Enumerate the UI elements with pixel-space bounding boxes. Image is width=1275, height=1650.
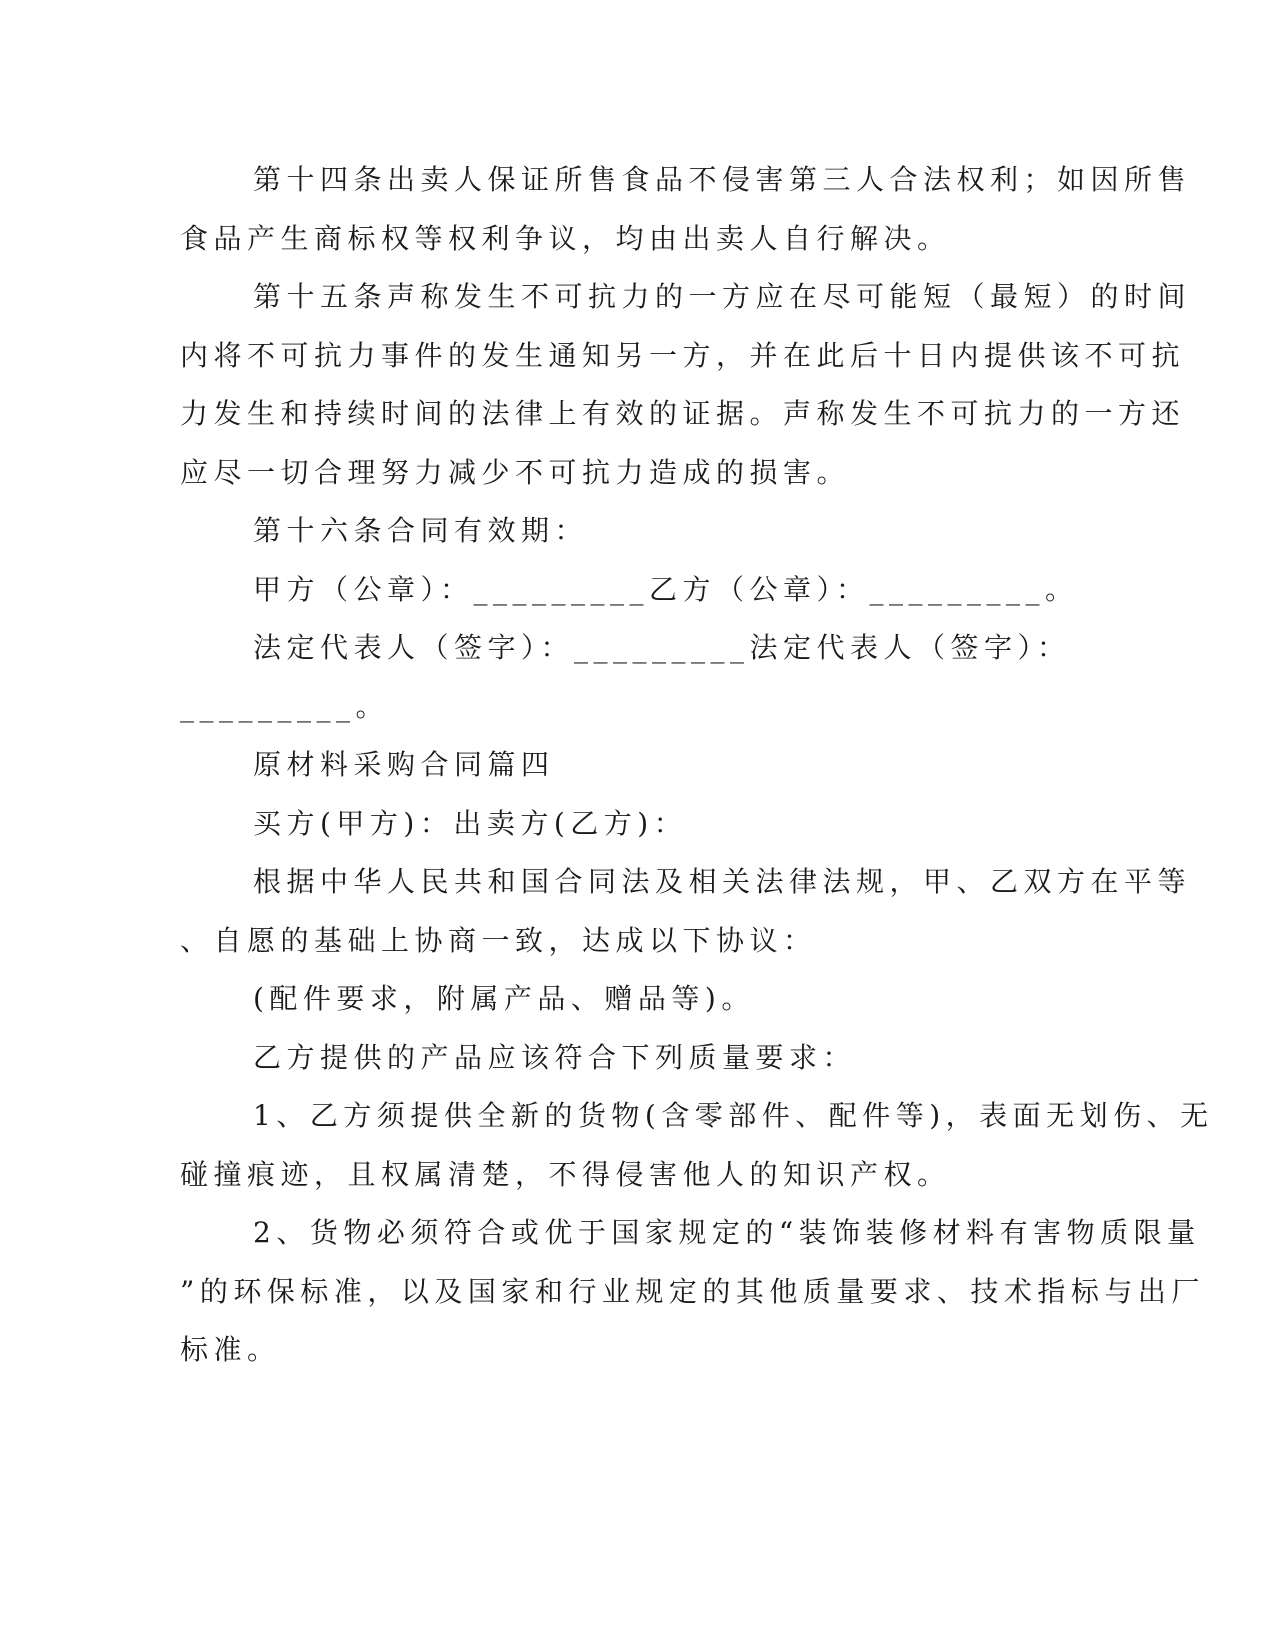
paragraph-line: 标准。 xyxy=(180,1333,281,1366)
paragraph-line: 第十六条合同有效期： xyxy=(253,514,589,547)
paragraph-line: 碰撞痕迹，且权属清楚，不得侵害他人的知识产权。 xyxy=(180,1158,951,1191)
signature-line: 法定代表人（签字）：_________法定代表人（签字）： xyxy=(253,631,1071,664)
paragraph-line: 2、货物必须符合或优于国家规定的“装饰装修材料有害物质限量 xyxy=(253,1216,1201,1249)
paragraph-line: 根据中华人民共和国合同法及相关法律法规，甲、乙双方在平等 xyxy=(253,865,1192,898)
signature-line: _________。 xyxy=(180,690,390,723)
paragraph-line: 应尽一切合理努力减少不可抗力造成的损害。 xyxy=(180,456,851,489)
paragraph-line: 、自愿的基础上协商一致，达成以下协议： xyxy=(180,924,817,957)
paragraph-line: ”的环保标准，以及国家和行业规定的其他质量要求、技术指标与出厂 xyxy=(180,1275,1205,1308)
paragraph-line: 力发生和持续时间的法律上有效的证据。声称发生不可抗力的一方还 xyxy=(180,397,1186,430)
paragraph-line: 乙方提供的产品应该符合下列质量要求： xyxy=(253,1041,857,1074)
signature-line: 甲方（公章）：_________乙方（公章）：_________。 xyxy=(253,573,1079,606)
paragraph-line: 1、乙方须提供全新的货物(含零部件、配件等)，表面无划伤、无 xyxy=(253,1099,1214,1132)
paragraph-line: 食品产生商标权等权利争议，均由出卖人自行解决。 xyxy=(180,222,951,255)
paragraph-line: 第十四条出卖人保证所售食品不侵害第三人合法权利；如因所售 xyxy=(253,163,1192,196)
section-title: 原材料采购合同篇四 xyxy=(253,748,555,781)
paragraph-line: 第十五条声称发生不可抗力的一方应在尽可能短（最短）的时间 xyxy=(253,280,1192,313)
paragraph-line: 内将不可抗力事件的发生通知另一方，并在此后十日内提供该不可抗 xyxy=(180,339,1186,372)
paragraph-line: 买方(甲方)：出卖方(乙方)： xyxy=(253,807,688,840)
paragraph-line: (配件要求，附属产品、赠品等)。 xyxy=(253,982,755,1015)
